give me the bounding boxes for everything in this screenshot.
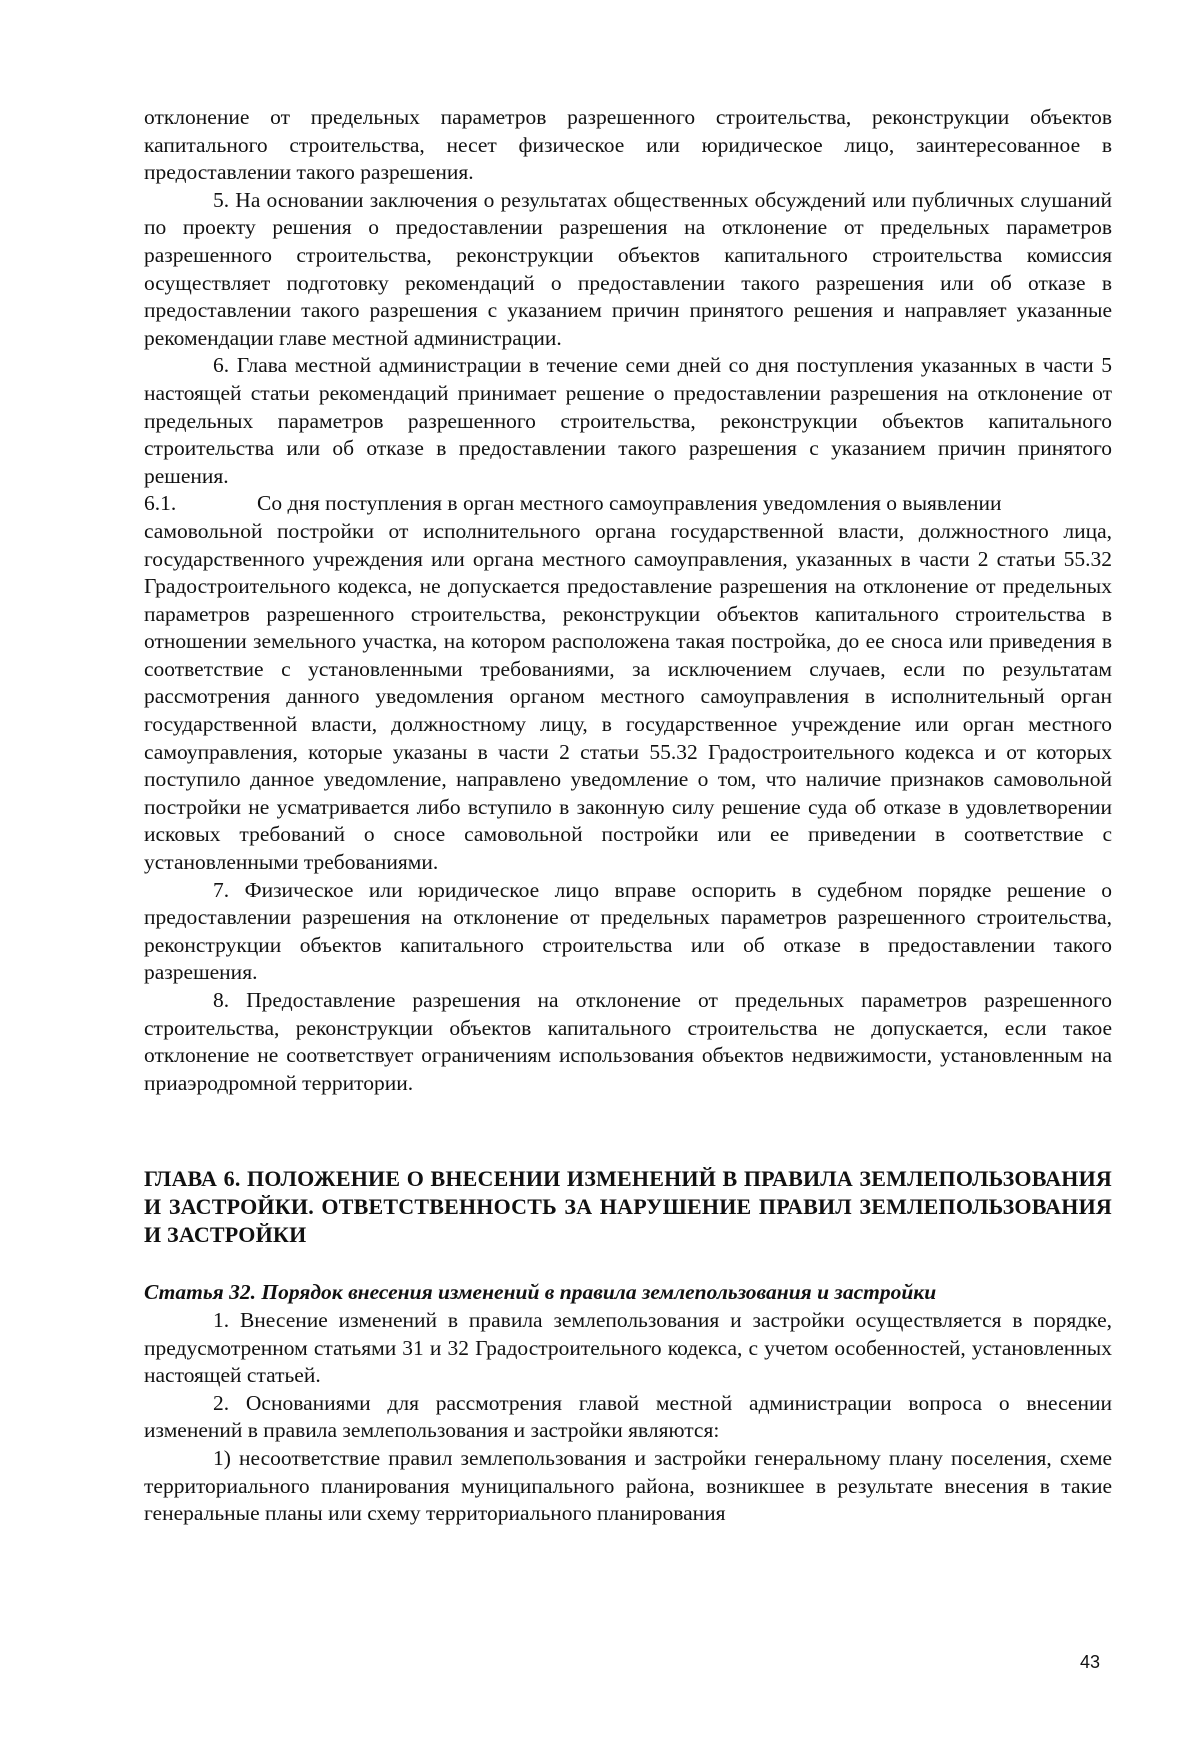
chapter-heading: ГЛАВА 6. ПОЛОЖЕНИЕ О ВНЕСЕНИИ ИЗМЕНЕНИЙ В ПРАВИЛА ЗЕМЛЕПОЛЬЗОВАНИЯ И ЗАСТРОЙКИ. ОТВЕТСТВЕННОСТЬ ЗА НАРУШЕНИЕ ПРАВИЛ ЗЕМЛЕПОЛЬЗОВАНИЯ И ЗАСТРОЙКИ xyxy=(144,1166,1112,1248)
paragraph-6: 6. Глава местной администрации в течение семи дней со дня поступления указанных в части 5 настоящей статьи рекомендаций принимает решение о предоставлении разрешения на отклонение от предельных параметров разрешенного строительства, реконструкции объектов капитального строительства или об отказе в предоставлении такого разрешения с указанием причин принятого решения. xyxy=(144,353,1112,488)
continuation-paragraph: отклонение от предельных параметров разрешенного строительства, реконструкции объектов капитального строительства, несет физическое или юридическое лицо, заинтересованное в предоставлении такого разрешения. xyxy=(144,105,1112,185)
paragraph-8: 8. Предоставление разрешения на отклонение от предельных параметров разрешенного строительства, реконструкции объектов капитального строительства не допускается, если такое отклонение не соответствует ограничениям использования объектов недвижимости, установленным на приаэродромной территории. xyxy=(144,988,1112,1095)
paragraph-6-1 xyxy=(144,490,1112,876)
paragraph-5: 5. На основании заключения о результатах общественных обсуждений или публичных слушаний по проекту решения о предоставлении разрешения на отклонение от предельных параметров разрешенного строительства, реконструкции объектов капитального строительства комиссия осуществляет подготовку рекомендаций о предоставлении такого разрешения или об отказе в предоставлении такого разрешения с указанием причин принятого решения и направляет указанные рекомендации главе местной администрации. xyxy=(144,187,1112,350)
article-title: Статья 32. Порядок внесения изменений в правила землепользования и застройки xyxy=(144,1280,937,1305)
article-paragraph-2: 2. Основаниями для рассмотрения главой местной администрации вопроса о внесении изменений в правила землепользования и застройки являются: xyxy=(144,1390,1112,1443)
paragraph-6-1-number: 6.1. xyxy=(144,491,177,516)
paragraph-6-1-header xyxy=(144,490,1112,518)
article-item-1: 1) несоответствие правил землепользования и застройки генеральному плану поселения, схеме территориального планирования муниципального района, возникшее в результате внесения в такие генеральные планы или схему территориального планирования xyxy=(144,1445,1112,1526)
paragraph-6-1-rest: самовольной постройки от исполнительного органа государственной власти, должностного лица, государственного учреждения или органа местного самоуправления, указанных в части 2 статьи 55.32 Градостроительного кодекса, не допускается предоставление разрешения на отклонение от предельных параметров разрешенного строительства, реконструкции объектов капитального строительства в отношении земельного участка, на котором расположена такая постройка, до ее сноса или приведения в соответствие с установленными требованиями, за исключением случаев, если по результатам рассмотрения данного уведомления органом местного самоуправления в исполнительный орган государственной власти, должностному лицу, в государственное учреждение или орган местного самоуправления, которые указаны в части 2 статьи 55.32 Градостроительного кодекса и от которых поступило данное уведомление, направлено уведомление о том, что наличие признаков самовольной постройки не усматривается либо вступило в законную силу решение суда об отказе в удовлетворении исковых требований о сносе самовольной постройки или ее приведении в соответствие с установленными требованиями. xyxy=(144,518,1112,875)
paragraph-6-1-first-line: Со дня поступления в орган местного самоуправления уведомления о выявлении xyxy=(257,491,1002,516)
paragraph-7: 7. Физическое или юридическое лицо вправе оспорить в судебном порядке решение о предоставлении разрешения на отклонение от предельных параметров разрешенного строительства, реконструкции объектов капитального строительства или об отказе в предоставлении такого разрешения. xyxy=(144,877,1112,985)
article-paragraph-1: 1. Внесение изменений в правила землепользования и застройки осуществляется в порядке, предусмотренном статьями 31 и 32 Градостроительного кодекса, с учетом особенностей, установленных настоящей статьей. xyxy=(144,1307,1112,1388)
page-number: 43 xyxy=(1080,1652,1101,1672)
document-page xyxy=(144,104,1112,1528)
